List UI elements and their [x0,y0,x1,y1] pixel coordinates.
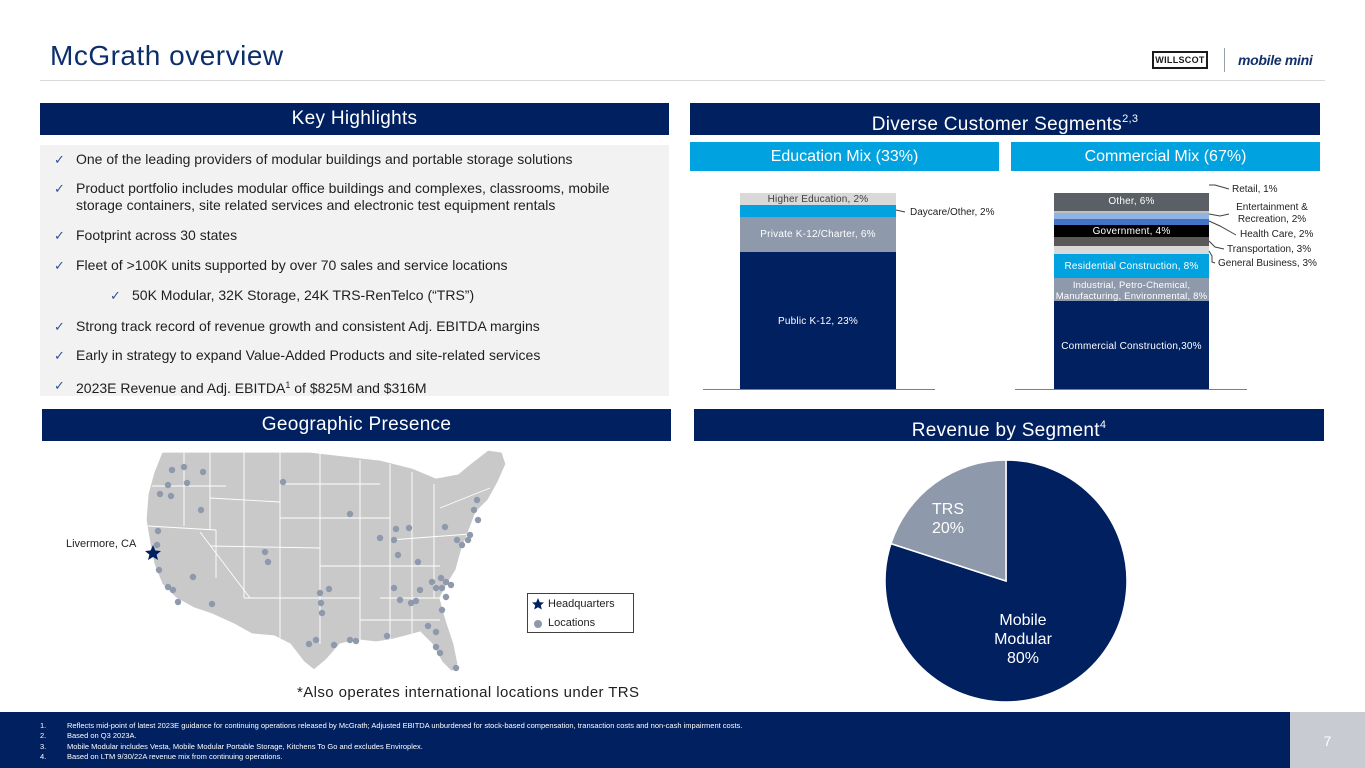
data-label-industrial-line1: Industrial, Petro-Chemical, [1072,280,1191,291]
pie-label-trs-name: TRS [932,501,964,518]
callout-label-general-business: General Business, 3% [1218,258,1317,269]
highlight-footnote-ref: 1 [285,380,291,390]
data-label-higher-education: Higher Education, 2% [767,194,869,205]
highlight-text: Strong track record of revenue growth and consistent Adj. EBITDA margins [76,318,540,334]
checkmark-icon: ✓ [54,348,65,363]
callout-label-daycare: Daycare/Other, 2% [910,207,995,218]
data-label-industrial-line2: Manufacturing, Environmental, 8% [1055,291,1208,302]
highlight-text: Product portfolio includes modular office buildings and complexes, classrooms, mobile storage containers, site related services and electronic test equipment rentals [76,180,610,213]
international-note: *Also operates international locations under TRS [297,684,640,701]
key-highlights-title: Key Highlights [291,108,418,129]
highlight-text: One of the leading providers of modular buildings and portable storage solutions [76,151,573,167]
callout-label-retail: Retail, 1% [1232,184,1278,195]
page-number: 7 [1323,733,1332,749]
hq-label: Livermore, CA [66,538,137,550]
data-label-private-k12: Private K-12/Charter, 6% [760,229,876,240]
education-mix-header: Education Mix (33%) [690,142,999,171]
data-label-government: Government, 4% [1092,226,1171,237]
revenue-segment-title: Revenue by Segment [911,420,1100,441]
highlight-text: 2023E Revenue and Adj. EBITDA [76,380,286,396]
footnote-text: Mobile Modular includes Vesta, Mobile Modular Portable Storage, Kitchens To Go and excludes Enviroplex. [67,742,423,751]
checkmark-icon: ✓ [54,319,65,334]
footnote-number: 3. [40,742,47,751]
willscot-logo: WILLSCOT [1152,51,1208,69]
footnote-number: 4. [40,752,47,761]
highlight-text: Footprint across 30 states [76,227,238,243]
data-label-commercial-construction: Commercial Construction,30% [1061,341,1202,352]
footnote-text: Reflects mid-point of latest 2023E guidance for continuing operations released by McGrath; Adjusted EBITDA unburdened for stock-based compensation, transaction costs and non-cash impairment costs. [67,721,743,730]
checkmark-icon: ✓ [54,228,65,243]
footnotes-bar [0,712,1290,768]
callout-label-transportation: Transportation, 3% [1227,244,1312,255]
checkmark-icon: ✓ [54,258,65,273]
highlight-text: Fleet of >100K units supported by over 70 sales and service locations [76,257,508,273]
callout-label-health-care: Health Care, 2% [1240,229,1314,240]
legend-locations: Locations [548,617,596,629]
diverse-segments-footnote-ref: 2,3 [1122,113,1139,125]
highlight-text: Early in strategy to expand Value-Added Products and site-related services [76,347,541,363]
mobile-mini-logo: mobile mini [1238,52,1313,68]
checkmark-icon: ✓ [54,378,65,393]
checkmark-icon: ✓ [54,181,65,196]
footnote-number: 1. [40,721,47,730]
footnote-text: Based on LTM 9/30/22A revenue mix from continuing operations. [67,752,283,761]
highlight-text: of $825M and $316M [290,380,427,396]
page-title: McGrath overview [50,40,284,71]
diverse-segments-title: Diverse Customer Segments [871,114,1123,135]
checkmark-icon: ✓ [110,288,121,303]
data-label-residential-construction: Residential Construction, 8% [1064,261,1199,272]
geographic-title: Geographic Presence [261,414,452,435]
callout-label-entertainment-line2: Recreation, 2% [1237,214,1307,225]
pie-label-trs-value: 20% [931,520,965,537]
footnote-text: Based on Q3 2023A. [67,731,137,740]
footnote-number: 2. [40,731,47,740]
legend-headquarters: Headquarters [548,598,615,610]
data-label-other: Other, 6% [1108,196,1155,207]
data-label-public-k12: Public K-12, 23% [778,316,858,327]
pie-label-mobile-modular-line2: Modular [994,631,1052,648]
pie-label-mobile-modular-value: 80% [1006,650,1040,667]
commercial-mix-header: Commercial Mix (67%) [1011,142,1320,171]
revenue-segment-footnote-ref: 4 [1099,419,1107,431]
callout-label-entertainment-line1: Entertainment & [1236,202,1308,213]
pie-label-mobile-modular [968,611,1078,668]
pie-label-mobile-modular-line1: Mobile [999,612,1047,629]
pie-label-trs [918,500,978,538]
checkmark-icon: ✓ [54,152,65,167]
highlight-text: 50K Modular, 32K Storage, 24K TRS-RenTelco (“TRS”) [132,287,475,303]
